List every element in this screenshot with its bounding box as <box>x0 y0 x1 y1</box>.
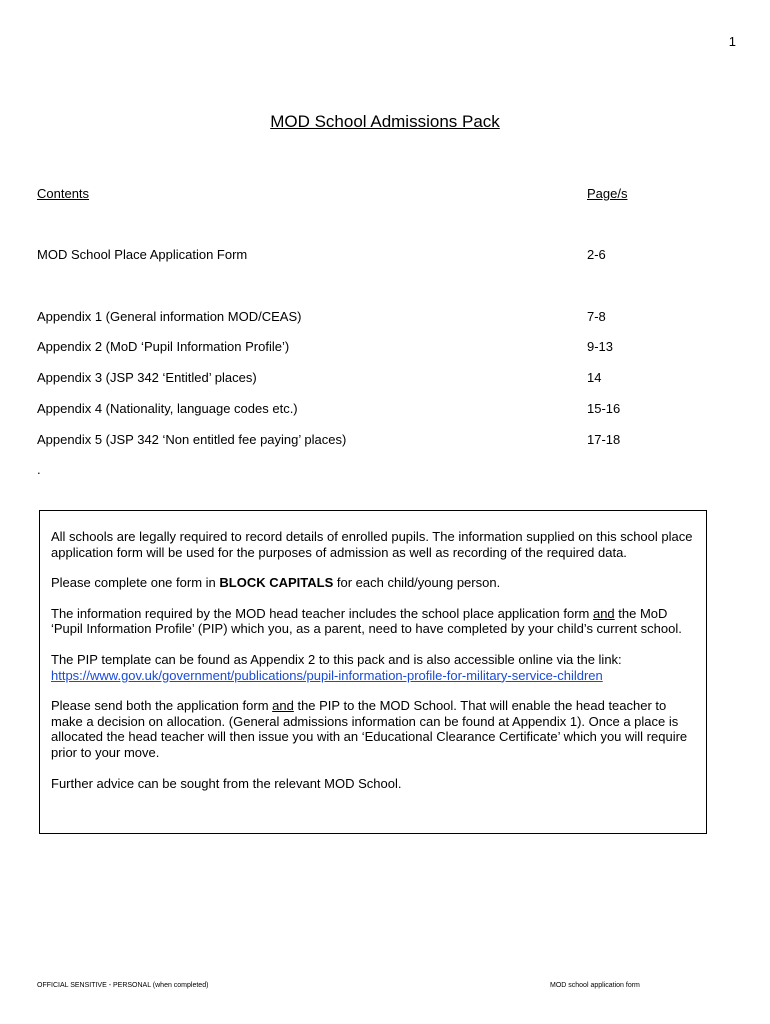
toc-row-label: MOD School Place Application Form <box>37 247 248 262</box>
info-paragraph-requirements: The information required by the MOD head teacher includes the school place application form and the MoD ‘Pupil Information Profile’ (PIP) which you, as a parent, need to have completed by your child’s current school. <box>51 605 682 637</box>
info-paragraph-advice: Further advice can be sought from the relevant MOD School. <box>51 775 402 791</box>
info-paragraph-send: Please send both the application form and the PIP to the MOD School. That will enable the head teacher to make a decision on allocation. (General admissions information can be found at Appendix 1). Once a place is allocated the head teacher will then issue you with an ‘Educational Clearance Certificate’ which you will require prior to your move. <box>51 698 688 760</box>
toc-row-label: Appendix 2 (MoD ‘Pupil Information Profile’) <box>37 339 290 354</box>
info-paragraph-block-capitals: Please complete one form in BLOCK CAPITALS for each child/young person. <box>51 575 501 591</box>
toc-row-pages: 7-8 <box>587 309 606 324</box>
pages-header: Page/s <box>587 186 628 201</box>
toc-row <box>37 247 697 265</box>
trailing-dot: . <box>37 462 41 477</box>
toc-row-label: Appendix 4 (Nationality, language codes etc.) <box>37 401 298 416</box>
footer-form-name: MOD school application form <box>550 982 640 989</box>
footer-classification: OFFICIAL SENSITIVE - PERSONAL (when completed) <box>37 982 209 989</box>
page-title: MOD School Admissions Pack <box>270 112 500 131</box>
pip-link[interactable]: https://www.gov.uk/government/publications/pupil-information-profile-for-military-service-children <box>51 667 603 683</box>
toc-row-pages: 2-6 <box>587 247 606 262</box>
info-paragraph-pip-template: The PIP template can be found as Appendix 2 to this pack and is also accessible online via the link: https://www.gov.uk/government/publications/pupil-information-profile-for-military-service-children <box>51 651 622 683</box>
information-box <box>39 510 707 834</box>
toc-row-pages: 15-16 <box>587 401 621 416</box>
toc-row-pages: 9-13 <box>587 339 614 354</box>
contents-header: Contents <box>37 186 90 201</box>
toc-row-pages: 17-18 <box>587 432 621 447</box>
toc-row <box>37 309 697 327</box>
toc-row <box>37 370 697 388</box>
toc-row-label: Appendix 1 (General information MOD/CEAS) <box>37 309 302 324</box>
toc-row-label: Appendix 3 (JSP 342 ‘Entitled’ places) <box>37 370 257 385</box>
info-paragraph-records: All schools are legally required to record details of enrolled pupils. The information supplied on this school place application form will be used for the purposes of admission as well as recording of the required data. <box>51 529 693 560</box>
page-number: 1 <box>728 34 736 49</box>
and-emphasis: and <box>592 605 615 621</box>
toc-row-pages: 14 <box>587 370 602 385</box>
and-emphasis: and <box>272 698 294 714</box>
toc-row <box>37 339 697 357</box>
toc-row <box>37 432 697 450</box>
toc-row-label: Appendix 5 (JSP 342 ‘Non entitled fee paying’ places) <box>37 432 347 447</box>
toc-row <box>37 401 697 419</box>
block-capitals-emphasis: BLOCK CAPITALS <box>219 575 334 591</box>
